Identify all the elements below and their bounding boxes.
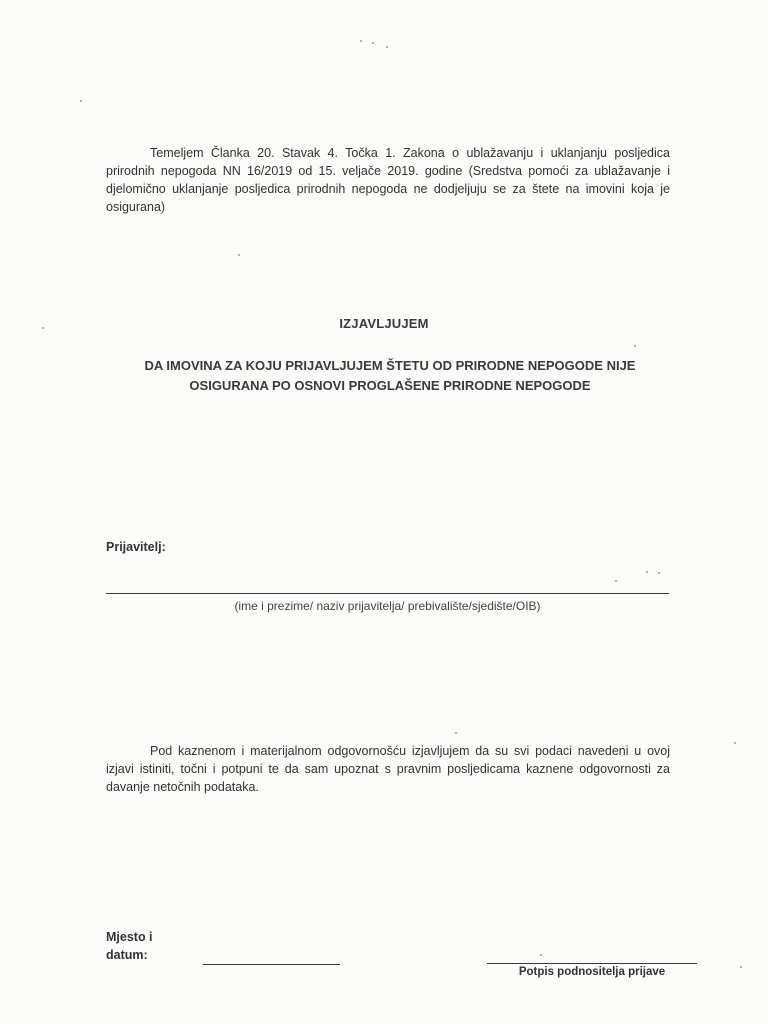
scan-speck (646, 571, 648, 573)
scan-speck (238, 254, 240, 256)
applicant-label: Prijavitelj: (106, 540, 166, 554)
scan-speck (455, 732, 457, 734)
place-label-line1: Mjesto i (106, 930, 153, 944)
scan-speck (80, 100, 82, 102)
scan-speck (360, 40, 362, 42)
scan-speck (740, 966, 742, 968)
signature-line (487, 963, 697, 964)
scan-speck (540, 954, 542, 956)
place-label-line2: datum: (106, 948, 148, 962)
scan-speck (42, 327, 44, 329)
scan-speck (634, 345, 636, 347)
scan-speck (734, 742, 736, 744)
declaration-statement: DA IMOVINA ZA KOJU PRIJAVLJUJEM ŠTETU OD PRIRODNE NEPOGODE NIJE OSIGURANA PO OSNOVI PROGLAŠENE PRIRODNE NEPOGODE (144, 358, 636, 393)
intro-text: Temeljem Članka 20. Stavak 4. Točka 1. Zakona o ublažavanju i uklanjanju posljedica prirodnih nepogoda NN 16/2019 od 15. veljače 2019. godine (Sredstva pomoći za ublažavanje i djelomično uklanjanje posljedica prirodnih nepogoda ne dodjeljuju se za štete na imovini koja je osigurana) (106, 146, 670, 214)
scan-speck (372, 42, 374, 44)
declaration-title: IZJAVLJUJEM (339, 316, 429, 331)
scan-speck (658, 572, 660, 574)
scan-speck (386, 46, 388, 48)
place-date-label (106, 928, 153, 964)
liability-text: Pod kaznenom i materijalnom odgovornošću izjavljujem da su svi podaci navedeni u ovoj izjavi istiniti, točni i potpuni te da sam upoznat s pravnim posljedicama kaznene odgovornosti za davanje netočnih podataka. (106, 744, 670, 794)
signature-label: Potpis podnositelja prijave (518, 966, 666, 978)
applicant-hint: (ime i prezime/ naziv prijavitelja/ prebivalište/sjedište/OIB) (234, 599, 541, 613)
intro-paragraph (106, 144, 670, 216)
applicant-signature-line (106, 593, 669, 594)
liability-paragraph (106, 742, 670, 796)
place-date-line (203, 964, 340, 965)
scan-speck (615, 580, 617, 582)
